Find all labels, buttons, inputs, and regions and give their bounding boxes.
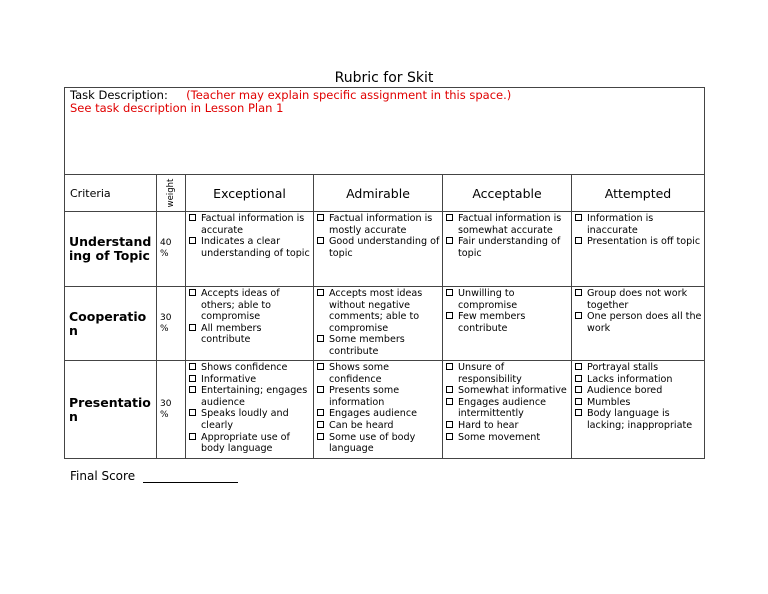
descriptor-cell [314, 212, 443, 287]
descriptor-item [317, 236, 440, 259]
descriptor-cell [186, 287, 314, 361]
weight-header-text: weight [166, 178, 176, 208]
task-description-cell [65, 88, 705, 175]
descriptor-item [446, 385, 569, 397]
checkbox-icon [317, 421, 324, 428]
checkbox-icon [575, 398, 582, 405]
weight-value: 40 % [157, 212, 186, 287]
descriptor-text: Good understanding of topic [329, 236, 440, 259]
checkbox-icon [446, 289, 453, 296]
descriptor-item [189, 362, 311, 374]
checkbox-icon [446, 398, 453, 405]
checkbox-icon [317, 237, 324, 244]
descriptor-item [575, 408, 702, 431]
checkbox-icon [317, 363, 324, 370]
descriptor-text: Indicates a clear understanding of topic [201, 236, 310, 259]
descriptor-item [317, 420, 440, 432]
descriptor-text: Group does not work together [587, 288, 688, 311]
descriptor-text: Body language is lacking; inappropriate [587, 408, 693, 431]
checkbox-icon [575, 289, 582, 296]
descriptor-text: Can be heard [329, 419, 394, 431]
descriptor-item [189, 236, 311, 259]
descriptor-item [446, 420, 569, 432]
checkbox-icon [446, 312, 453, 319]
page-title: Rubric for Skit [334, 70, 434, 86]
descriptor-text: Shows confidence [201, 362, 288, 373]
descriptor-cell [443, 212, 572, 287]
checkbox-icon [446, 421, 453, 428]
descriptor-item [317, 385, 440, 408]
rubric-row-understanding [65, 212, 705, 287]
descriptor-text: Unsure of responsibility [458, 362, 522, 385]
descriptor-text: Information is inaccurate [587, 213, 654, 236]
descriptor-item [446, 432, 569, 444]
descriptor-cell [186, 212, 314, 287]
descriptor-item [575, 213, 702, 236]
descriptor-cell [572, 212, 705, 287]
checkbox-icon [575, 312, 582, 319]
descriptor-text: Factual information is accurate [201, 213, 305, 236]
descriptor-item [317, 334, 440, 357]
weight-header [157, 175, 186, 212]
checkbox-icon [189, 433, 196, 440]
descriptor-item [446, 288, 569, 311]
header-row [65, 175, 705, 212]
checkbox-icon [189, 363, 196, 370]
descriptor-cell [443, 287, 572, 361]
checkbox-icon [317, 335, 324, 342]
descriptor-text: Accepts most ideas without negative comments; able to compromise [329, 288, 423, 334]
descriptor-text: Factual information is somewhat accurate [458, 213, 562, 236]
descriptor-text: Somewhat informative [458, 385, 567, 397]
descriptor-text: Fair understanding of topic [458, 236, 561, 259]
descriptor-item [446, 236, 569, 259]
criterion-label: Cooperation [65, 287, 157, 361]
criterion-label: Presentation [65, 361, 157, 459]
rubric-row-cooperation [65, 287, 705, 361]
task-description-label: Task Description: [70, 88, 168, 102]
descriptor-item [575, 374, 702, 386]
descriptor-item [317, 362, 440, 385]
descriptor-text: Entertaining; engages audience [201, 385, 308, 408]
descriptor-text: Shows some confidence [329, 362, 390, 385]
checkbox-icon [575, 237, 582, 244]
level-header-attempted: Attempted [572, 175, 705, 212]
checkbox-icon [189, 324, 196, 331]
descriptor-cell [186, 361, 314, 459]
rubric-row-presentation [65, 361, 705, 459]
checkbox-icon [189, 237, 196, 244]
descriptor-item [189, 385, 311, 408]
task-description-reference: See task description in Lesson Plan 1 [70, 101, 284, 115]
rubric-table [64, 87, 705, 459]
checkbox-icon [446, 386, 453, 393]
checkbox-icon [317, 289, 324, 296]
descriptor-item [189, 213, 311, 236]
descriptor-cell [443, 361, 572, 459]
descriptor-text: Few members contribute [458, 311, 526, 334]
descriptor-text: Lacks information [587, 373, 673, 385]
descriptor-text: Portrayal stalls [587, 362, 659, 373]
checkbox-icon [317, 433, 324, 440]
descriptor-item [446, 397, 569, 420]
final-score-line [143, 470, 238, 483]
descriptor-text: One person does all the work [587, 311, 702, 334]
task-description-note: (Teacher may explain specific assignment in this space.) [186, 88, 512, 102]
checkbox-icon [575, 214, 582, 221]
descriptor-item [189, 408, 311, 431]
descriptor-cell [314, 287, 443, 361]
descriptor-item [189, 432, 311, 455]
descriptor-item [189, 374, 311, 386]
descriptor-text: Presentation is off topic [587, 236, 701, 248]
descriptor-text: Speaks loudly and clearly [201, 408, 289, 431]
checkbox-icon [189, 409, 196, 416]
level-header-admirable: Admirable [314, 175, 443, 212]
descriptor-item [317, 408, 440, 420]
descriptor-text: Engages audience intermittently [458, 396, 547, 420]
descriptor-text: Hard to hear [458, 419, 519, 431]
descriptor-text: Appropriate use of body language [201, 431, 290, 455]
descriptor-text: Audience bored [587, 385, 663, 397]
descriptor-cell [572, 361, 705, 459]
descriptor-text: Presents some information [329, 385, 400, 408]
final-score-label: Final Score [70, 469, 136, 483]
descriptor-item [575, 385, 702, 397]
descriptor-text: Some movement [458, 431, 541, 443]
level-header-acceptable: Acceptable [443, 175, 572, 212]
descriptor-text: Some use of body language [329, 431, 416, 455]
checkbox-icon [446, 363, 453, 370]
descriptor-text: Informative [201, 373, 257, 385]
checkbox-icon [189, 375, 196, 382]
descriptor-text: Some members contribute [329, 334, 405, 357]
checkbox-icon [189, 214, 196, 221]
checkbox-icon [575, 375, 582, 382]
checkbox-icon [446, 433, 453, 440]
descriptor-item [575, 236, 702, 248]
weight-value: 30 % [157, 361, 186, 459]
checkbox-icon [317, 409, 324, 416]
criterion-label: Understanding of Topic [65, 212, 157, 287]
final-score [70, 469, 238, 483]
descriptor-text: All members contribute [201, 322, 262, 346]
descriptor-item [575, 397, 702, 409]
descriptor-item [446, 311, 569, 334]
descriptor-cell [572, 287, 705, 361]
checkbox-icon [575, 409, 582, 416]
descriptor-item [575, 362, 702, 374]
descriptor-item [317, 213, 440, 236]
level-header-exceptional: Exceptional [186, 175, 314, 212]
weight-value: 30 % [157, 287, 186, 361]
descriptor-item [189, 323, 311, 346]
descriptor-item [317, 288, 440, 334]
descriptor-text: Unwilling to compromise [458, 288, 518, 311]
checkbox-icon [446, 214, 453, 221]
checkbox-icon [317, 214, 324, 221]
criteria-header: Criteria [65, 175, 157, 212]
checkbox-icon [575, 363, 582, 370]
descriptor-item [575, 311, 702, 334]
checkbox-icon [575, 386, 582, 393]
descriptor-text: Engages audience [329, 408, 418, 420]
checkbox-icon [317, 386, 324, 393]
descriptor-item [446, 213, 569, 236]
descriptor-item [575, 288, 702, 311]
checkbox-icon [446, 237, 453, 244]
descriptor-text: Accepts ideas of others; able to compromise [201, 288, 280, 323]
descriptor-item [317, 432, 440, 455]
descriptor-cell [314, 361, 443, 459]
descriptor-text: Factual information is mostly accurate [329, 213, 433, 236]
checkbox-icon [189, 386, 196, 393]
descriptor-item [189, 288, 311, 323]
checkbox-icon [189, 289, 196, 296]
descriptor-text: Mumbles [587, 396, 631, 408]
descriptor-item [446, 362, 569, 385]
